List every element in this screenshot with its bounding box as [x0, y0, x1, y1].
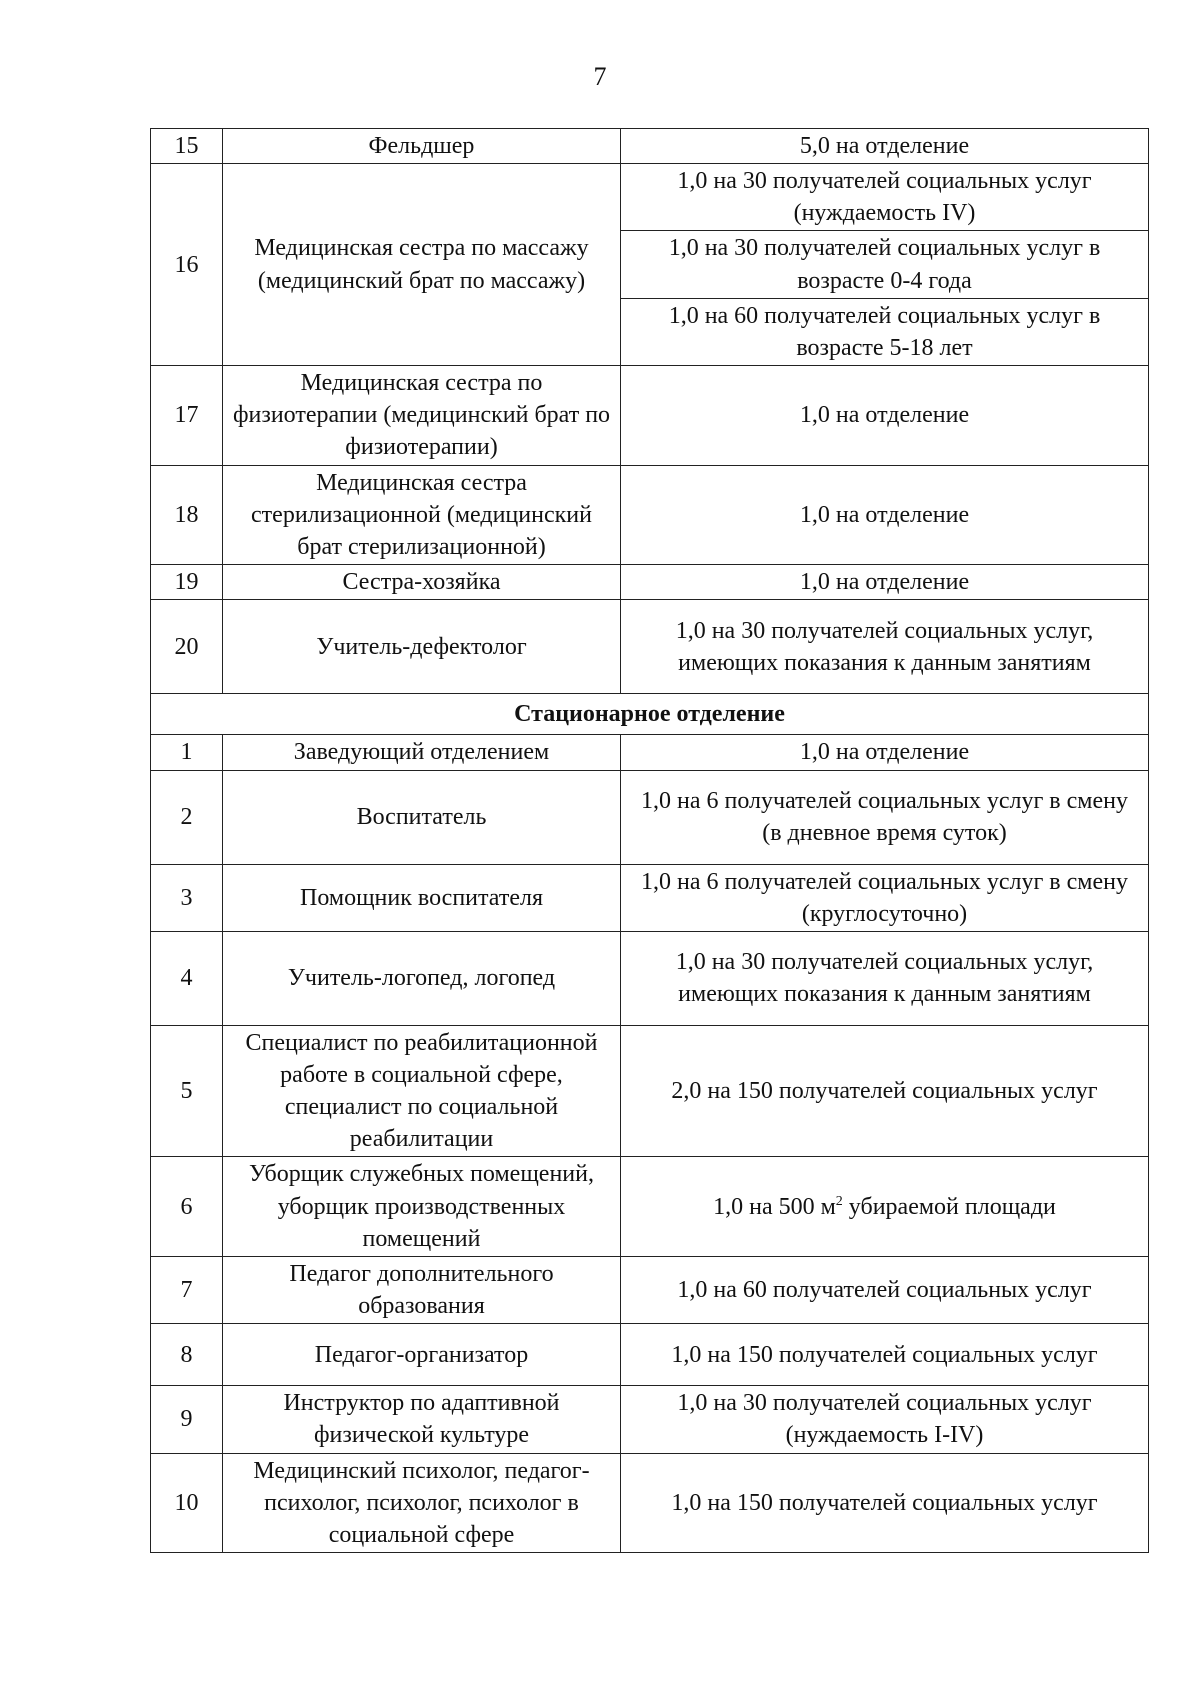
norm-cell: 1,0 на 60 получателей социальных услуг в возрасте 5-18 лет [621, 298, 1149, 365]
norm-cell [621, 1157, 1149, 1256]
table-row [151, 1256, 1149, 1323]
table-row [151, 366, 1149, 465]
position-cell: Учитель-логопед, логопед [223, 931, 621, 1025]
norm-cell: 5,0 на отделение [621, 129, 1149, 164]
row-number: 2 [151, 770, 223, 864]
norm-cell: 1,0 на 150 получателей социальных услуг [621, 1324, 1149, 1386]
row-number: 18 [151, 465, 223, 564]
norm-cell: 1,0 на 6 получателей социальных услуг в смену (в дневное время суток) [621, 770, 1149, 864]
table-row [151, 565, 1149, 600]
norm-cell: 1,0 на отделение [621, 465, 1149, 564]
row-number: 6 [151, 1157, 223, 1256]
norm-prefix: 1,0 на 500 м [713, 1193, 836, 1220]
section-row [151, 694, 1149, 735]
norm-cell: 1,0 на 150 получателей социальных услуг [621, 1453, 1149, 1552]
norm-suffix: убираемой площади [842, 1193, 1056, 1220]
norm-cell: 2,0 на 150 получателей социальных услуг [621, 1025, 1149, 1157]
position-cell: Помощник воспитателя [223, 864, 621, 931]
row-number: 4 [151, 931, 223, 1025]
norm-cell: 1,0 на 60 получателей социальных услуг [621, 1256, 1149, 1323]
norm-cell: 1,0 на отделение [621, 366, 1149, 465]
position-cell: Инструктор по адаптивной физической культуре [223, 1386, 621, 1453]
staffing-table [150, 128, 1149, 1553]
table-row [151, 735, 1149, 770]
row-number: 10 [151, 1453, 223, 1552]
position-cell: Медицинский психолог, педагог-психолог, психолог, психолог в социальной сфере [223, 1453, 621, 1552]
row-number: 1 [151, 735, 223, 770]
row-number: 19 [151, 565, 223, 600]
table-row [151, 864, 1149, 931]
position-cell: Педагог-организатор [223, 1324, 621, 1386]
norm-cell: 1,0 на отделение [621, 735, 1149, 770]
row-number: 20 [151, 600, 223, 694]
table-row [151, 129, 1149, 164]
row-number: 16 [151, 164, 223, 366]
table-row [151, 1386, 1149, 1453]
table-row [151, 931, 1149, 1025]
table-row [151, 164, 1149, 231]
row-number: 8 [151, 1324, 223, 1386]
table-row [151, 465, 1149, 564]
table-row [151, 1157, 1149, 1256]
row-number: 15 [151, 129, 223, 164]
table-row [151, 1025, 1149, 1157]
row-number: 17 [151, 366, 223, 465]
table-row [151, 1453, 1149, 1552]
norm-cell: 1,0 на 30 получателей социальных услуг, имеющих показания к данным занятиям [621, 600, 1149, 694]
position-cell: Фельдшер [223, 129, 621, 164]
norm-cell: 1,0 на 30 получателей социальных услуг (нуждаемость IV) [621, 164, 1149, 231]
row-number: 7 [151, 1256, 223, 1323]
row-number: 5 [151, 1025, 223, 1157]
page-number: 7 [593, 62, 607, 91]
row-number: 9 [151, 1386, 223, 1453]
position-cell: Уборщик служебных помещений, уборщик производственных помещений [223, 1157, 621, 1256]
superscript: 2 [835, 1193, 843, 1209]
norm-cell: 1,0 на 6 получателей социальных услуг в смену (круглосуточно) [621, 864, 1149, 931]
position-cell: Воспитатель [223, 770, 621, 864]
position-cell: Медицинская сестра стерилизационной (медицинский брат стерилизационной) [223, 465, 621, 564]
position-cell: Учитель-дефектолог [223, 600, 621, 694]
position-cell: Сестра-хозяйка [223, 565, 621, 600]
norm-cell: 1,0 на отделение [621, 565, 1149, 600]
norm-cell: 1,0 на 30 получателей социальных услуг, имеющих показания к данным занятиям [621, 931, 1149, 1025]
position-cell: Медицинская сестра по физиотерапии (медицинский брат по физиотерапии) [223, 366, 621, 465]
norm-cell: 1,0 на 30 получателей социальных услуг (нуждаемость I-IV) [621, 1386, 1149, 1453]
position-cell: Медицинская сестра по массажу (медицинский брат по массажу) [223, 164, 621, 366]
table-row [151, 600, 1149, 694]
table-row [151, 770, 1149, 864]
section-title: Стационарное отделение [151, 694, 1149, 735]
norm-cell: 1,0 на 30 получателей социальных услуг в возрасте 0-4 года [621, 231, 1149, 298]
position-cell: Педагог дополнительного образования [223, 1256, 621, 1323]
table-row [151, 1324, 1149, 1386]
position-cell: Заведующий отделением [223, 735, 621, 770]
row-number: 3 [151, 864, 223, 931]
position-cell: Специалист по реабилитационной работе в социальной сфере, специалист по социальной реабилитации [223, 1025, 621, 1157]
